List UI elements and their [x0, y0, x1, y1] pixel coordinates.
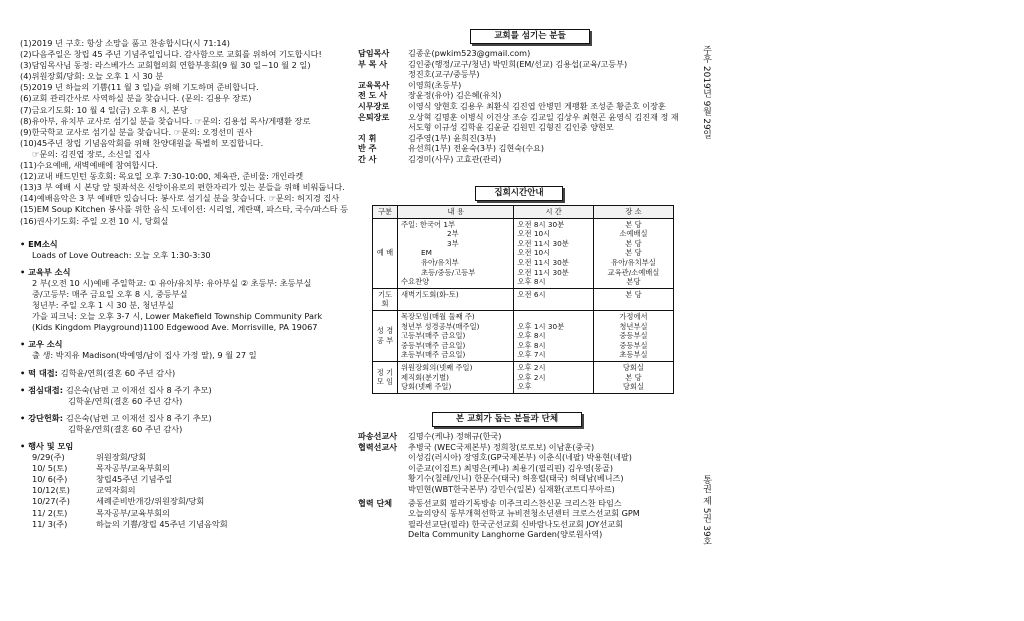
- meeting-place: 교육관/소예배실: [607, 267, 660, 277]
- meeting-place: 본 당: [625, 238, 642, 248]
- missions-list: [358, 431, 688, 540]
- staff-names: 이영식 양현호 김용우 최환식 김진엽 안병민 게팽환 조성준 황준호 이장훈: [408, 100, 666, 111]
- edu-news-line: 중/고등부: 매주 금요일 오후 8 시, 중등부실: [32, 288, 188, 299]
- event-date: 10/27(주): [32, 496, 70, 507]
- staff-role: 은퇴장로: [358, 111, 390, 122]
- event-row: [20, 485, 358, 496]
- announcement-item: (14)예배음악은 3 부 예배만 있습니다: 봉사로 섬기실 분을 찾습니다. ☞문의: 허지경 집사: [20, 193, 340, 204]
- meeting-schedule-table: [372, 205, 674, 394]
- mission-names: Delta Community Langhorne Garden(양로원사역): [408, 529, 603, 540]
- staff-continuation: 서도형 이규성 김학윤 김윤균 김원민 김형진 김인중 양현모: [408, 122, 614, 133]
- meeting-place-cell: [593, 310, 673, 361]
- staff-role: 담임목사: [358, 48, 390, 58]
- meeting-place: 당회실: [622, 362, 645, 372]
- meeting-time-cell: [514, 361, 594, 393]
- staff-names: 김인중(행정/교구/청년) 박민희(EM/선교) 김용섭(교육/고등부): [408, 58, 628, 69]
- staff-names: 유선희(1부) 전윤숙(3부) 김현숙(수요): [408, 143, 545, 154]
- event-text: 위원장회/당회: [96, 452, 147, 463]
- em-news-line: Loads of Love Outreach: 오늘 오후 1:30-3:30: [32, 249, 211, 260]
- event-row: [20, 463, 358, 474]
- lunch-title: • 점심대접:: [20, 384, 63, 395]
- meeting-place: 본 당: [625, 372, 642, 382]
- mission-names: 이준교(이집트) 최명은(케냐) 최용기(필리핀) 김우영(몽골): [408, 462, 613, 473]
- staff-role: 교육목사: [358, 79, 390, 90]
- meeting-content: 당회(넷째 주일): [401, 382, 452, 392]
- event-date: 11/ 3(주): [32, 518, 68, 529]
- meeting-time: 오후 8시: [517, 340, 546, 350]
- announcement-item: (5)2019 년 하늘의 기쁨(11 월 3 일)을 위해 기도하며 준비합니다.: [20, 82, 259, 93]
- meeting-content: EM: [421, 248, 432, 258]
- staff-role: 반 주: [358, 143, 377, 154]
- staff-row: [358, 101, 688, 112]
- event-date: 10/12(토): [32, 485, 70, 496]
- event-text: 창립45주년 기념주일: [96, 474, 173, 485]
- announcements-column: [20, 38, 358, 530]
- meeting-place: 가정에서: [619, 311, 648, 321]
- event-date: 11/ 2(토): [32, 507, 68, 518]
- edu-news-line: 가을 피크닉: 오늘 오후 3-7 시, Lower Makefield Township Community Park: [32, 311, 323, 322]
- staff-names: 김종운(pwkim523@gmail.com): [408, 48, 531, 58]
- meeting-category: 기도회: [373, 288, 398, 310]
- meeting-content: 새벽기도회(화-토): [401, 289, 459, 299]
- staff-role: 시무장로: [358, 100, 390, 111]
- meeting-time: 오전 10시: [517, 229, 551, 239]
- table-row: [373, 288, 674, 310]
- mission-names: 이성김(러시아) 장영호(GP국제본부) 이춘식(네팔) 박용현(네팔): [408, 452, 632, 463]
- member-news-title: • 교우 소식: [20, 339, 63, 350]
- member-news-line: 출 생: 박지유 Madison(박예영/남이 집사 가정 딸), 9 월 27 일: [32, 350, 257, 361]
- missions-heading: 본 교회가 돕는 분들과 단체: [432, 412, 582, 427]
- staff-row: [358, 133, 688, 144]
- events-list: [20, 452, 358, 530]
- staff-role: 전 도 사: [358, 90, 388, 101]
- staff-row: [358, 143, 688, 154]
- announcement-item: (12)교내 배드민턴 동호회: 목요일 오후 7:30-10:00, 체육관, 준비물: 개인라켓: [20, 171, 304, 182]
- column-header: 장 소: [593, 206, 673, 219]
- staff-names: 김경미(사무) 고효관(관리): [408, 153, 502, 164]
- lunch-text: 김은숙(남편 고 이재선 집사 8 주기 추모): [65, 384, 212, 395]
- meeting-content: 고등부(매주 금요일): [401, 331, 466, 341]
- edu-news-title: • 교육부 소식: [20, 266, 71, 277]
- staff-row: [358, 80, 688, 91]
- mission-row: [358, 442, 688, 453]
- event-row: [20, 508, 358, 519]
- meeting-content-cell: [398, 218, 514, 288]
- meeting-time: 오전 10시: [517, 248, 551, 258]
- staff-names: 이영희(초등부): [408, 79, 462, 90]
- meeting-place: 중등부실: [619, 331, 648, 341]
- meeting-time: 오전 11시 30분: [517, 257, 569, 267]
- meeting-place: 청년부실: [619, 321, 648, 331]
- meeting-category: 성 경 공 부: [373, 310, 398, 361]
- staff-continuation: 정진호(교구/중등부): [408, 69, 480, 80]
- staff-row: [358, 48, 688, 59]
- edu-news-line: (Kids Kingdom Playground)1100 Edgewood Ave. Morrisville, PA 19067: [32, 322, 318, 333]
- event-text: 교역자회의: [96, 485, 136, 496]
- meeting-place: 본 당: [625, 289, 642, 299]
- events-title: • 행사 및 모임: [20, 441, 74, 451]
- flowers-line: [20, 413, 358, 424]
- meeting-time: 오전 11시 30분: [517, 238, 569, 248]
- event-row: [20, 519, 358, 530]
- meeting-place: 소예배실: [619, 229, 648, 239]
- event-text: 목자공부/교육부회의: [96, 507, 170, 518]
- announcement-item: (4)위원장회/당회: 오늘 오후 1 시 30 분: [20, 71, 164, 82]
- meeting-content: 3부: [447, 238, 459, 248]
- lunch-text: 김학윤/연희(결혼 60 주년 감사): [68, 395, 183, 406]
- meeting-content-cell: [398, 288, 514, 310]
- edu-news-line: 2 부(오전 10 시)예배 주일학교: ① 유아/유치부: 유아부실 ② 초등부: 초등부실: [32, 277, 312, 288]
- mission-names: 오늘의양식 동부개혁선학교 뉴비전청소년센터 크로스선교회 GPM: [408, 508, 640, 519]
- meeting-content: 초등부(매주 금요일): [401, 350, 466, 360]
- meeting-time: 오후 1시 30분: [517, 321, 565, 331]
- meeting-place-cell: [593, 288, 673, 310]
- announcement-item: (1)2019 년 구호: 항상 소망을 품고 찬송합시다(시 71:14): [20, 38, 230, 48]
- meeting-time: 오전 11시 30분: [517, 267, 569, 277]
- flowers-title: • 강단헌화:: [20, 412, 63, 423]
- staff-names: 장윤정(유아) 김은혜(유치): [408, 90, 502, 101]
- announcement-item: (11)수요예배, 새벽예배에 참여합시다.: [20, 160, 158, 171]
- memorial-text: 김학윤/연희(결혼 60 주년 감사): [60, 367, 176, 378]
- announcement-item: (15)EM Soup Kitchen 봉사를 위한 음식 도네이션: 시리얼, 계란팩, 파스타, 국수/파스타 등: [20, 204, 348, 215]
- meeting-place: 유아/유치부실: [611, 257, 656, 267]
- staff-names: 오상혁 김명훈 이병식 이건상 조승 김교일 김상우 최현곤 윤영식 김진재 정 재: [408, 111, 679, 122]
- meeting-place: 본 당: [625, 248, 642, 258]
- memorial-title: • 떡 대접:: [20, 367, 58, 378]
- announcement-item: (6)교회 관리간사로 사역하실 분을 찾습니다. (문의: 김용우 장로): [20, 93, 252, 104]
- em-news-title: • EM소식: [20, 238, 58, 249]
- meeting-time: 오후 8시: [517, 331, 546, 341]
- meeting-category: 예 배: [373, 218, 398, 288]
- staff-row: [358, 59, 688, 70]
- mission-category: 파송선교사: [358, 431, 398, 441]
- table-header-row: [373, 206, 674, 219]
- announcement-item: (9)한국학교 교사로 섬기실 분을 찾습니다. ☞문의: 오정선미 권사: [20, 126, 253, 137]
- meeting-content: 유아/유치부: [421, 257, 459, 267]
- announcement-item: (16)권사기도회: 주일 오전 10 시, 당회실: [20, 215, 169, 226]
- meeting-content: 제직회(분기별): [401, 372, 449, 382]
- mission-names: 추병국 (WEC국제본부) 정희창(로로보) 이남훈(중국): [408, 441, 595, 452]
- event-date: 10/ 6(주): [32, 474, 68, 485]
- staff-row: [358, 112, 688, 123]
- meeting-content-cell: [398, 361, 514, 393]
- announcement-item: (2)다음주일은 창립 45 주년 기념주일입니다. 감사함으로 교회를 위하여 기도합시다!: [20, 49, 322, 60]
- meeting-place: 초등부실: [619, 350, 648, 360]
- meeting-place-cell: [593, 361, 673, 393]
- meeting-content: 2부: [447, 229, 459, 239]
- bulletin-issue: 통권 제 5권 39호: [701, 475, 711, 546]
- staff-role: 간 사: [358, 153, 377, 164]
- meeting-content: 청년부 성경공부(매주일): [401, 321, 480, 331]
- announcement-item: (8)유아부, 유치부 교사로 섬기실 분을 찾습니다. ☞문의: 김용섭 목사/게팽환 장로: [20, 115, 311, 126]
- meeting-place: 본당: [626, 277, 641, 287]
- mission-category: 협력 단체: [358, 497, 393, 508]
- meeting-category: 정 기 모 임: [373, 361, 398, 393]
- meeting-time: 오후 2시: [517, 372, 546, 382]
- staff-role: 부 목 사: [358, 58, 388, 69]
- staff-list: [358, 48, 688, 165]
- meeting-time: 오전 8시 30분: [517, 219, 565, 229]
- column-header: 구분: [373, 206, 398, 219]
- event-text: 목자공부/교육부회의: [96, 463, 170, 474]
- meeting-time: 오후: [517, 382, 532, 392]
- meeting-time: 오후 2시: [517, 362, 546, 372]
- column-header: 내 용: [398, 206, 514, 219]
- announcement-item: ☞문의: 김진엽 장로, 소신일 집사: [32, 148, 151, 159]
- meeting-time: 오전 6시: [517, 289, 546, 299]
- announcement-item: (13)3 부 예배 시 본당 앞 뒷좌석은 신앙이유로의 편한자리가 있는 분들을 위해 비워둡니다.: [20, 182, 345, 193]
- bulletin-date: 주후 2019년 9월 29일: [701, 45, 711, 139]
- announcement-list: [20, 38, 358, 227]
- meeting-place: 본 당: [625, 219, 642, 229]
- event-text: 세례준비반개강/위원장회/당회: [96, 496, 205, 507]
- mission-category: 협력선교사: [358, 441, 398, 452]
- staff-role: 지 휘: [358, 132, 377, 143]
- column-header: 시 간: [514, 206, 594, 219]
- table-row: [373, 218, 674, 288]
- announcement-item: (10)45주년 창립 기념음악회를 위해 찬양대원을 특별히 모집합니다.: [20, 137, 264, 148]
- meeting-content: 위원장회의(넷째 주일): [401, 362, 473, 372]
- meeting-time-cell: [514, 288, 594, 310]
- edu-news-line: 청년부: 주일 오후 1 시 30 분, 청년부실: [32, 300, 175, 311]
- meeting-time-cell: [514, 310, 594, 361]
- meeting-place-cell: [593, 218, 673, 288]
- mission-row: [358, 431, 688, 442]
- meeting-content: 주일: 한국어 1부: [401, 219, 456, 229]
- meeting-content: 수요찬양: [401, 277, 430, 287]
- event-text: 하늘의 기쁨/창립 45주년 기념음악회: [96, 518, 228, 529]
- meeting-place: 당회실: [622, 382, 645, 392]
- meeting-place: 중등부실: [619, 340, 648, 350]
- meeting-time: 오후 7시: [517, 350, 546, 360]
- lunch-line: [20, 385, 358, 396]
- meeting-time: [517, 312, 590, 322]
- event-date: 9/29(주): [32, 452, 65, 463]
- table-row: [373, 361, 674, 393]
- event-row: [20, 452, 358, 463]
- mission-row: [358, 498, 688, 509]
- meeting-time-cell: [514, 218, 594, 288]
- flowers-text: 김은숙(남편 고 이재선 집사 8 주기 추모): [65, 412, 212, 423]
- mission-names: 중동선교회 필라기독방송 미주크리스찬신문 크리스찬 타임스: [408, 497, 622, 508]
- table-row: [373, 310, 674, 361]
- staff-row: [358, 154, 688, 165]
- event-row: [20, 474, 358, 485]
- meetings-heading: 집회시간안내: [475, 186, 563, 201]
- meeting-content: 중등부(매주 금요일): [401, 340, 466, 350]
- flowers-text: 김학윤/연희(결혼 60 주년 감사): [68, 423, 183, 434]
- meeting-time: 오후 8시: [517, 277, 546, 287]
- mission-names: 김명수(케냐) 정해규(한국): [408, 431, 502, 441]
- staff-row: [358, 90, 688, 101]
- event-date: 10/ 5(토): [32, 463, 68, 474]
- staff-heading: 교회를 섬기는 분들: [470, 29, 590, 44]
- announcement-item: (7)금요기도회: 10 월 4 일(금) 오후 8 시, 본당: [20, 104, 188, 115]
- memorial-line: [20, 368, 358, 379]
- event-row: [20, 496, 358, 507]
- mission-names: 필라선교단(필라) 한국군선교회 신바람나도선교회 JOY선교회: [408, 518, 623, 529]
- meeting-content: 초등/중등/고등부: [421, 267, 476, 277]
- meeting-content-cell: [398, 310, 514, 361]
- mission-names: 황기수(칠레/인니) 한문수(태국) 허흥렬(태국) 허태남(베니즈): [408, 473, 624, 484]
- staff-names: 김주영(1부) 윤희진(3부): [408, 132, 497, 143]
- announcement-item: (3)담임목사님 동정: 라스베가스 교회협의회 연합부흥회(9 월 30 일~10 월 2 일): [20, 60, 311, 71]
- mission-names: 박민현(WBT한국본부) 강민수(일본) 심재환(코트디부아르): [408, 483, 615, 494]
- meeting-content: 목장모임(매월 둘째 주): [401, 311, 475, 321]
